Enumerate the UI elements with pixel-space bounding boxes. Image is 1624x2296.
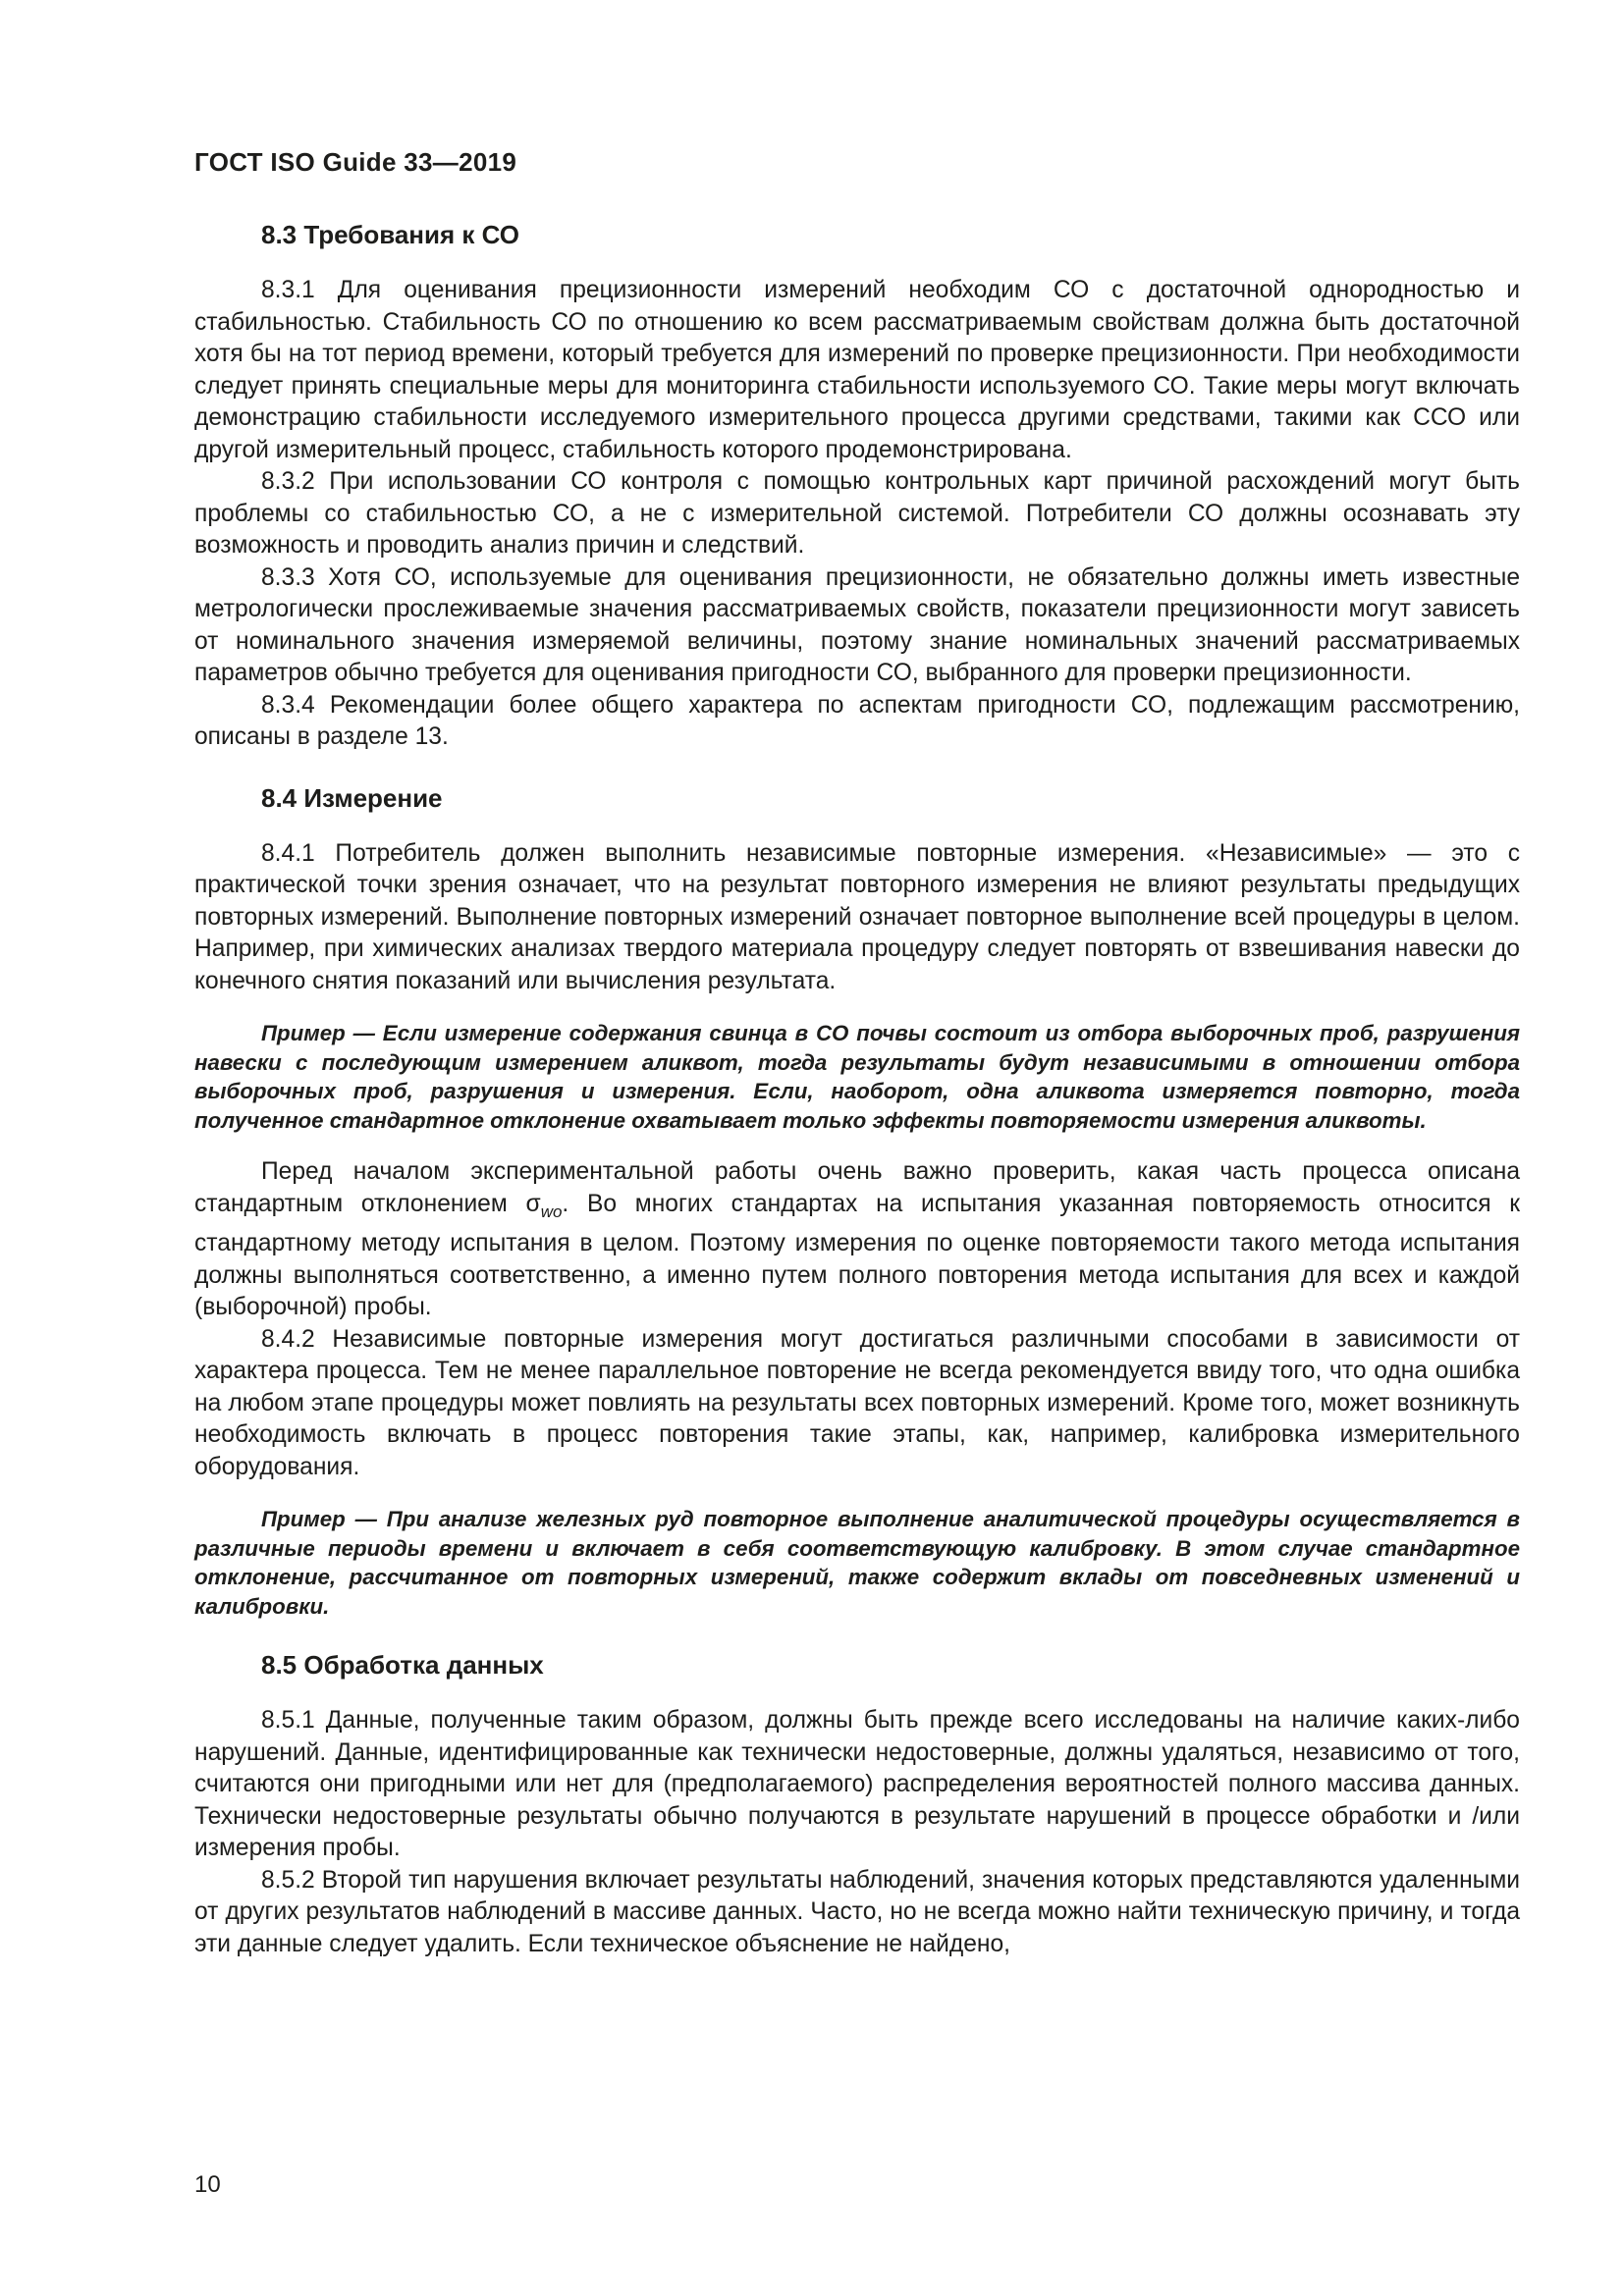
paragraph-8-3-3: 8.3.3 Хотя СО, используемые для оценивания прецизионности, не обязательно должны иметь известные метрологически прослеживаемые значения рассматриваемых свойств, показатели прецизионности могут зависеть от номинального значения измеряемой величины, поэтому знание номинальных значений рассматриваемых параметров обычно требуется для оценивания пригодности СО, выбранного для проверки прецизионности. xyxy=(194,563,1520,686)
paragraph-8-4-2: 8.4.2 Независимые повторные измерения могут достигаться различными способами в зависимости от характера процесса. Тем не менее параллельное повторение не всегда рекомендуется ввиду того, что одна ошибка на любом этапе процедуры может повлиять на результаты всех повторных измерений. Кроме того, может возникнуть необходимость включать в процесс повторения такие этапы, как, например, калибровка измерительного оборудования. xyxy=(194,1325,1520,1480)
paragraph-8-3-2: 8.3.2 При использовании СО контроля с помощью контрольных карт причиной расхождений могут быть проблемы со стабильностью СО, а не с измерительной системой. Потребители СО должны осознавать эту возможность и проводить анализ причин и следствий. xyxy=(194,468,1520,559)
paragraph-sigma xyxy=(194,1156,1520,1324)
section-heading: 8.4 Измерение xyxy=(261,782,443,813)
section-8-5 xyxy=(194,1650,1520,1960)
paragraph-text: Перед началом экспериментальной работы очень важно проверить, какая часть процесса описана стандартным отклонением σ xyxy=(194,1158,1520,1217)
paragraph-8-5-1: 8.5.1 Данные, полученные таким образом, должны быть прежде всего исследованы на наличие каких-либо нарушений. Данные, идентифицированные как технически недостоверные, должны удаляться, независимо от того, считаются они пригодными или нет для (предполагаемого) распределения вероятностей полного массива данных. Технически недостоверные результаты обычно получаются в результате нарушений в процессе обработки и /или измерения пробы. xyxy=(194,1707,1520,1861)
sigma-subscript: wo xyxy=(540,1201,563,1221)
section-8-3 xyxy=(194,220,1520,754)
section-8-4 xyxy=(194,783,1520,1622)
document-body xyxy=(194,220,1520,1960)
paragraph-8-5-2: 8.5.2 Второй тип нарушения включает результаты наблюдений, значения которых представляются удаленными от других результатов наблюдений в массиве данных. Часто, но не всегда можно найти техническую причину, и тогда эти данные следует удалить. Если техническое объяснение не найдено, xyxy=(194,1866,1520,1957)
paragraph-8-4-1: 8.4.1 Потребитель должен выполнить независимые повторные измерения. «Независимые» — это с практической точки зрения означает, что на результат повторного измерения не влияют результаты предыдущих повторных измерений. Выполнение повторных измерений означает повторное выполнение всей процедуры в целом. Например, при химических анализах твердого материала процедуру следует повторять от взвешивания навески до конечного снятия показаний или вычисления результата. xyxy=(194,839,1520,994)
paragraph-8-3-1: 8.3.1 Для оценивания прецизионности измерений необходим СО с достаточной однородностью и стабильностью. Стабильность СО по отношению ко всем рассматриваемым свойствам должна быть достаточной хотя бы на тот период времени, который требуется для измерений по проверке прецизионности. При необходимости следует принять специальные меры для мониторинга стабильности используемого СО. Такие меры могут включать демонстрацию стабильности исследуемого измерительного процесса другими средствами, такими как ССО или другой измерительный процесс, стабильность которого продемонстрирована. xyxy=(194,277,1520,463)
paragraph-text: . Во многих стандартах на испытания указанная повторяемость относится к стандартному методу испытания в целом. Поэтому измерения по оценке повторяемости такого метода испытания должны выполняться соответственно, а именно путем полного повторения метода испытания для всех и каждой (выборочной) пробы. xyxy=(194,1190,1520,1320)
section-heading: 8.5 Обработка данных xyxy=(261,1650,544,1680)
paragraph-8-3-4: 8.3.4 Рекомендации более общего характера по аспектам пригодности СО, подлежащим рассмотрению, описаны в разделе 13. xyxy=(194,691,1520,750)
document-header: ГОСТ ISO Guide 33—2019 xyxy=(194,147,517,177)
example-note: Пример — При анализе железных руд повторное выполнение аналитической процедуры осуществляется в различные периоды времени и включает в себя соответствующую калибровку. В этом случае стандартное отклонение, рассчитанное от повторных измерений, также содержит вклады от повседневных изменений и калибровки. xyxy=(194,1507,1520,1619)
section-heading: 8.3 Требования к СО xyxy=(261,220,519,249)
page-number: 10 xyxy=(194,2171,221,2198)
example-note: Пример — Если измерение содержания свинца в СО почвы состоит из отбора выборочных проб, разрушения навески с последующим измерением аликвот, тогда результаты будут независимыми в отношении отбора выборочных проб, разрушения и измерения. Если, наоборот, одна аликвота измеряется повторно, тогда полученное стандартное отклонение охватывает только эффекты повторяемости измерения аликвоты. xyxy=(194,1021,1520,1133)
